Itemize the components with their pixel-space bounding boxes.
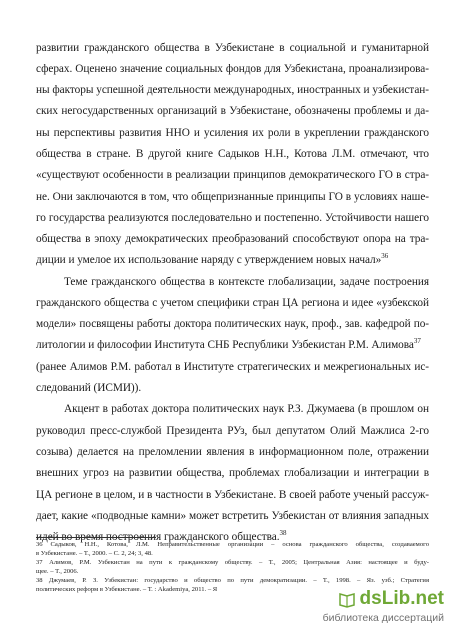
footnote-line: 38 Джумаев, Р. З. Узбекистан: государство и общество по пути демократизации. – Т., 1998. – Яз. узб.; Стратегия [36, 577, 429, 584]
paragraph-line: общества в стране. В другой книге Садыков Н.Н., Котова Л.М. отмечают, что [36, 148, 429, 160]
paragraph-line: ны факторы успешной деятельности международных, иностранных и узбекистан- [36, 84, 429, 96]
paragraph-line: го государства реализуются последовательно и постепенно. Устойчивости нашего [36, 212, 429, 224]
paragraph-line: ны перспективы развития ННО и усиления их роли в укреплении гражданского [36, 127, 429, 139]
paragraph-line: созыва) делается на преломлении явления в информационном поле, отражении [36, 446, 429, 458]
footnote-ref: 37 [413, 337, 421, 345]
line-text: диции и умелое их использование наряду с утверждением новых начал» [36, 254, 382, 266]
paragraph-line [36, 253, 388, 267]
paragraph-line: (ранее Алимов Р.М. работал в Институте стратегических и межрегиональных ис- [36, 361, 429, 373]
paragraph-line: ЦА регионе в целом, и в частности в Узбекистане. В своей работе ученый рассуж- [36, 489, 429, 501]
footnote-line: в Узбекистане. – Т., 2000. – С. 2, 24; 3, 48. [36, 550, 153, 557]
paragraph-line: модели» посвящены работы доктора политических наук, проф., зав. кафедрой по- [36, 318, 429, 330]
paragraph-line: ских негосударственных организаций в Узбекистане, обозначены проблемы и да- [36, 105, 429, 117]
paragraph-line: общества в эпоху демократических преобразований способствуют опора на тра- [36, 233, 429, 245]
paragraph-line: сферах. Оценено значение социальных фондов для Узбекистана, проанализирова- [36, 63, 429, 75]
footnote-line: 36 Садыков, Н.Н., Котова, Л.М. Неправительственные организации – основа гражданского общества, создаваемого [36, 541, 429, 548]
paragraph-line: руководил пресс-службой Президента РУз, был депутатом Олий Мажлиса 2-го [36, 425, 429, 437]
paragraph-line: развитии гражданского общества в Узбекистане в социальной и гуманитарной [36, 42, 429, 54]
footnote-ref: 36 [381, 252, 389, 260]
paragraph-line: следований (ИСМИ)). [36, 382, 142, 394]
footnote-line: щее. – Т., 2006. [36, 568, 79, 575]
line-text: литологии и философии Института СНБ Республики Узбекистан Р.М. Алимова [36, 339, 414, 351]
watermark-logo: dsLib.net [359, 588, 444, 609]
paragraph-line: не. Они заключаются в том, что общепризнанные принципы ГО в условиях наше- [36, 191, 429, 203]
book-icon [338, 590, 356, 608]
footnote-separator [36, 537, 156, 538]
watermark [319, 588, 444, 630]
paragraph-first-line: Акцент в работах доктора политических наук Р.З. Джумаева (в прошлом он [64, 403, 429, 415]
paragraph-line: «существуют особенности в реализации принципов демократического ГО в стра- [36, 169, 429, 181]
footnote-line: 37 Алимов, Р.М. Узбекистан на пути к гражданскому обществу. – Т., 2005; Центральная Азия: настоящее и буду- [36, 559, 429, 566]
paragraph-line: внешних угроз на развитии общества, проблемах глобализации и интеграции в [36, 467, 429, 479]
line-text: идей во время построения гражданского общества. [36, 531, 280, 543]
watermark-subtitle: библиотека диссертаций [322, 612, 444, 624]
paragraph-line [36, 338, 421, 352]
footnote-line: политических реформ в Узбекистане. – Т. : Akademiya, 2011. – Я [36, 586, 218, 593]
paragraph-first-line: Теме гражданского общества в контексте глобализации, задаче построения [64, 276, 429, 288]
footnote-ref: 38 [279, 529, 287, 537]
paragraph-line: дает, какие «подводные камни» может встретить Узбекистан от влияния западных [36, 510, 429, 522]
paragraph-line: гражданского общества с учетом специфики стран ЦА региона и идее «узбекской [36, 297, 429, 309]
